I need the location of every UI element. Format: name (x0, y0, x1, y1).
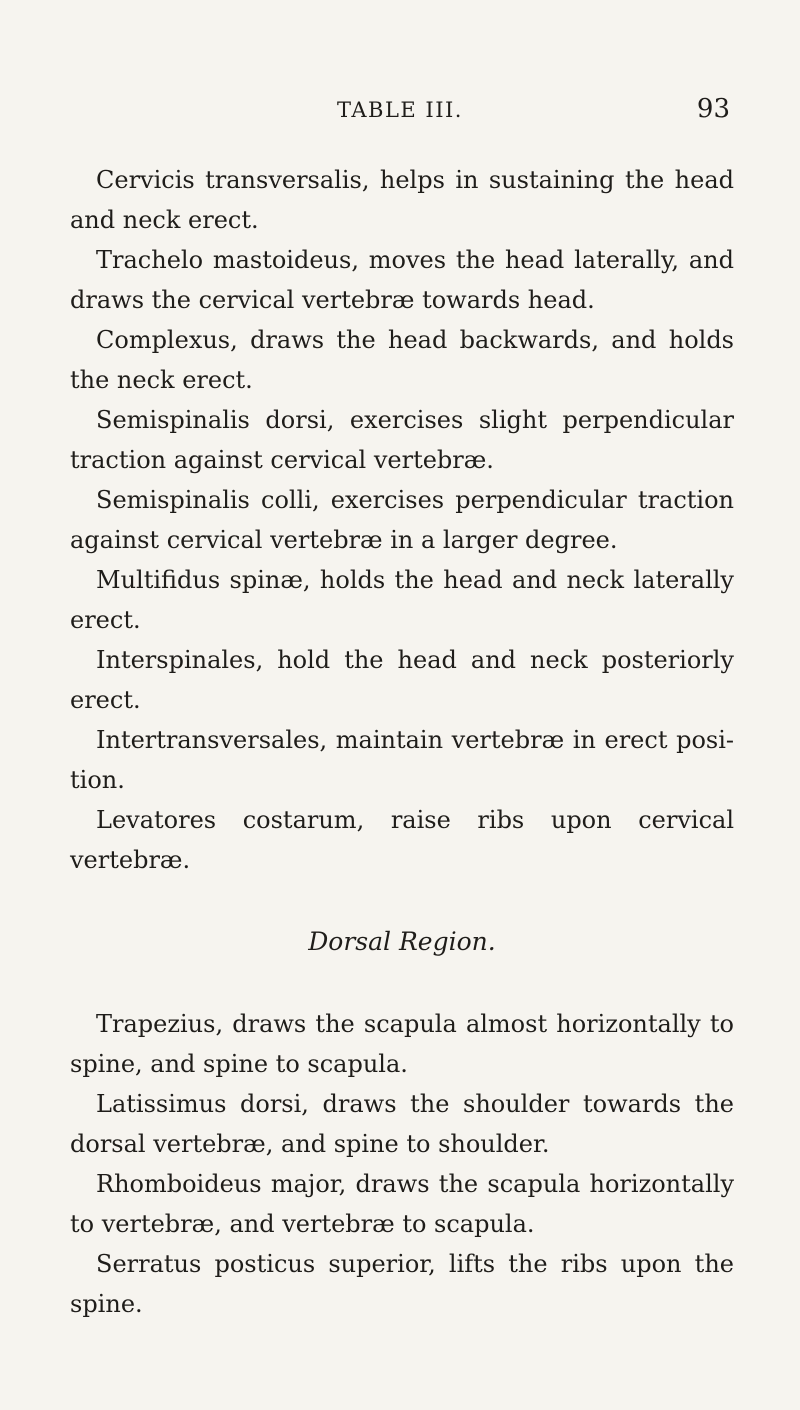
entry-intertransversales: Intertransversales, maintain vertebræ in erect posi- tion. (70, 726, 734, 794)
body-text (70, 160, 734, 1324)
section-title: TABLE III. (337, 98, 463, 122)
entry-trapezius: Trapezius, draws the scapula almost horizontally to spine, and spine to scapula. (70, 1010, 734, 1078)
entry-complexus: Complexus, draws the head backwards, and holds the neck erect. (70, 326, 734, 394)
entry-rhomboideus-major: Rhomboideus major, draws the scapula horizontally to vertebræ, and vertebræ to scapula. (70, 1170, 734, 1238)
page-number: 93 (696, 94, 730, 124)
entry-semispinalis-colli: Semispinalis colli, exercises perpendicular traction against cervical vertebræ in a larger degree. (70, 486, 734, 554)
entry-multifidus-spinae: Multifidus spinæ, holds the head and neck laterally erect. (70, 566, 734, 634)
entry-serratus-posticus-superior: Serratus posticus superior, lifts the ribs upon the spine. (70, 1250, 734, 1318)
running-head (70, 94, 730, 130)
entry-interspinales: Interspinales, hold the head and neck posteriorly erect. (70, 646, 734, 714)
dorsal-region-heading: Dorsal Region. (308, 927, 496, 956)
entry-trachelo-mastoideus: Trachelo mastoideus, moves the head laterally, and draws the cervical vertebræ towards head. (70, 246, 734, 314)
entry-cervicis-transversalis: Cervicis transversalis, helps in sustaining the head and neck erect. (70, 166, 734, 234)
entry-levatores-costarum: Levatores costarum, raise ribs upon cervical vertebræ. (70, 806, 734, 874)
entry-latissimus-dorsi: Latissimus dorsi, draws the shoulder towards the dorsal vertebræ, and spine to shoulder. (70, 1090, 734, 1158)
entry-semispinalis-dorsi: Semispinalis dorsi, exercises slight perpendicular traction against cervical vertebræ. (70, 406, 734, 474)
